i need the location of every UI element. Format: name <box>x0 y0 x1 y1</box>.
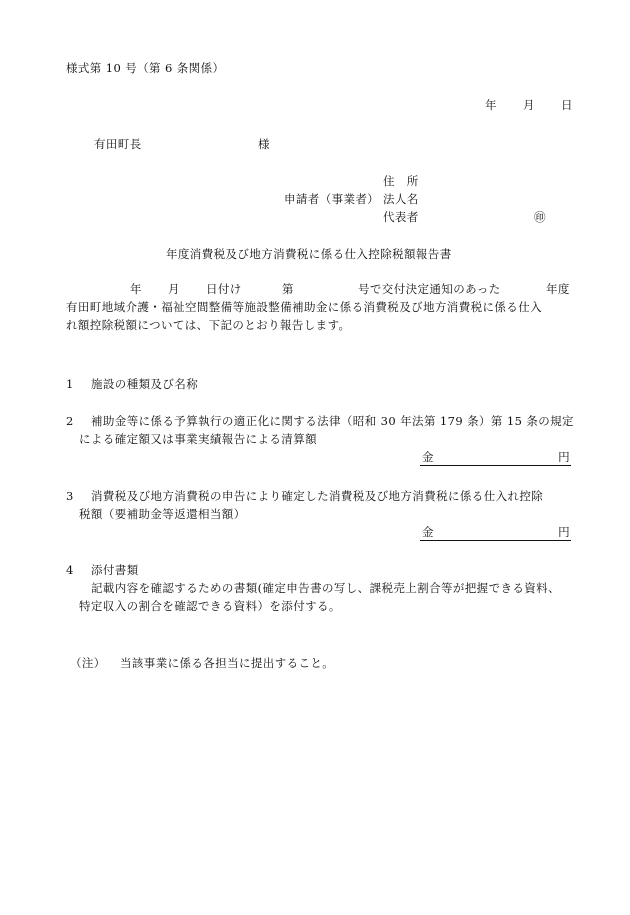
date-month-label: 月 <box>523 98 535 112</box>
body-dai-label: 第 <box>282 282 294 296</box>
body-line-3: れ額控除税額については、下記のとおり報告します。 <box>66 318 351 332</box>
item-body-line: 記載内容を確認するための書類(確定申告書の写し、課税売上割合等が把握できる資料、 <box>91 581 560 595</box>
amount-prefix: 金 <box>422 450 434 464</box>
item-number: 2 <box>66 414 74 428</box>
document-title: 年度消費税及び地方消費税に係る仕入控除税額報告書 <box>166 247 452 261</box>
item-heading: 消費税及び地方消費税の申告により確定した消費税及び地方消費税に係る仕入れ控除 <box>91 489 544 503</box>
addressee-honorific: 様 <box>258 137 270 151</box>
amount-field <box>420 449 571 466</box>
item-number: 3 <box>66 489 74 503</box>
item-heading: 施設の種類及び名称 <box>91 377 199 391</box>
note-text: 当該事業に係る各担当に提出すること。 <box>120 656 335 670</box>
item-body-line: 特定収入の割合を確認できる資料）を添付する。 <box>79 599 341 613</box>
corp-name-label: 法人名 <box>383 192 419 206</box>
addressee-name: 有田町長 <box>94 137 142 151</box>
amount-suffix: 円 <box>558 450 570 464</box>
date-day-label: 日 <box>561 98 573 112</box>
body-month-label: 月 <box>168 282 180 296</box>
seal-mark: ㊞ <box>534 210 546 224</box>
item-heading: 添付書類 <box>91 563 139 577</box>
amount-prefix: 金 <box>422 525 434 539</box>
body-nendo-label: 年度 <box>546 282 570 296</box>
representative-label: 代表者 <box>383 210 419 224</box>
form-number: 様式第 10 号（第 6 条関係） <box>66 61 225 75</box>
item-heading: 補助金等に係る予算執行の適正化に関する法律（昭和 30 年法第 179 条）第 15 条の規定 <box>91 414 574 428</box>
address-label: 住 所 <box>383 174 419 188</box>
item-number: 1 <box>66 377 74 391</box>
amount-field <box>420 524 571 541</box>
body-day-label: 日付け <box>206 282 242 296</box>
item-number: 4 <box>66 563 74 577</box>
item-continuation: による確定額又は事業実績報告による清算額 <box>79 432 317 446</box>
body-go-label: 号で交付決定通知のあった <box>358 282 501 296</box>
date-year-label: 年 <box>485 98 497 112</box>
body-year-label: 年 <box>130 282 142 296</box>
note-label: （注） <box>70 656 106 670</box>
body-line-2: 有田町地域介護・福祉空間整備等施設整備補助金に係る消費税及び地方消費税に係る仕入 <box>66 300 542 314</box>
amount-suffix: 円 <box>558 525 570 539</box>
item-continuation: 税額（要補助金等返還相当額） <box>79 507 246 521</box>
applicant-label: 申請者（事業者） <box>284 192 380 206</box>
